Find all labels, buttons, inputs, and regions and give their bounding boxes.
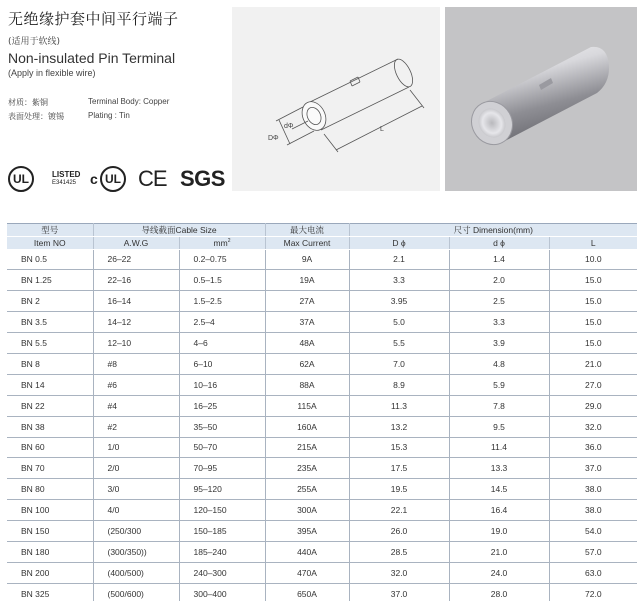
cell-D: 17.5 [349, 458, 449, 479]
cell-item: BN 0.5 [7, 249, 93, 270]
cell-D: 13.2 [349, 416, 449, 437]
table-body [7, 249, 637, 601]
material-cn: 材质：紫铜 [8, 98, 48, 107]
cell-D: 11.3 [349, 395, 449, 416]
cell-item: BN 3.5 [7, 312, 93, 333]
cell-item: BN 2 [7, 291, 93, 312]
cul-c-mark: c [90, 171, 98, 187]
cell-d: 3.9 [449, 333, 549, 354]
cell-awg: 4/0 [93, 500, 179, 521]
product-title-en: Non-insulated Pin Terminal [8, 50, 176, 66]
cell-d: 28.0 [449, 583, 549, 601]
header-item-en: Item NO [7, 237, 93, 250]
header-mm2: $mm^2$ [179, 237, 265, 250]
cell-d: 19.0 [449, 521, 549, 542]
table-row [7, 416, 637, 437]
header-d: d ϕ [449, 237, 549, 250]
cell-item: BN 150 [7, 521, 93, 542]
listed-label: LISTED [52, 170, 81, 179]
surface-cn: 表面处理：镀锡 [8, 112, 64, 121]
cell-L: 10.0 [549, 249, 637, 270]
cell-item: BN 5.5 [7, 333, 93, 354]
specification-table [7, 223, 637, 601]
cell-d: 2.5 [449, 291, 549, 312]
cell-L: 57.0 [549, 541, 637, 562]
certification-logos [8, 166, 228, 192]
cell-mm2: 95–120 [179, 479, 265, 500]
cell-current: 215A [265, 437, 349, 458]
cell-item: BN 80 [7, 479, 93, 500]
cell-D: 26.0 [349, 521, 449, 542]
cell-item: BN 70 [7, 458, 93, 479]
cell-current: 19A [265, 270, 349, 291]
cell-d: 14.5 [449, 479, 549, 500]
cell-L: 27.0 [549, 374, 637, 395]
table-row [7, 353, 637, 374]
cell-awg: (400/500) [93, 562, 179, 583]
header-item-cn: 型号 [7, 224, 93, 237]
cell-awg: #2 [93, 416, 179, 437]
cell-current: 395A [265, 521, 349, 542]
header-current-en: Max Current [265, 237, 349, 250]
cell-current: 235A [265, 458, 349, 479]
cell-awg: (250/300 [93, 521, 179, 542]
cell-mm2: 120–150 [179, 500, 265, 521]
table-row [7, 562, 637, 583]
cell-item: BN 14 [7, 374, 93, 395]
cell-item: BN 1.25 [7, 270, 93, 291]
table-row [7, 541, 637, 562]
cell-d: 9.5 [449, 416, 549, 437]
cell-current: 37A [265, 312, 349, 333]
cell-mm2: 10–16 [179, 374, 265, 395]
cell-D: 5.5 [349, 333, 449, 354]
table-row [7, 500, 637, 521]
cell-item: BN 200 [7, 562, 93, 583]
cell-L: 63.0 [549, 562, 637, 583]
ul-logo: UL [8, 166, 34, 192]
cell-L: 15.0 [549, 312, 637, 333]
cell-L: 15.0 [549, 291, 637, 312]
table-row [7, 437, 637, 458]
table-row [7, 583, 637, 601]
cell-current: 9A [265, 249, 349, 270]
cell-mm2: 300–400 [179, 583, 265, 601]
cell-awg: 1/0 [93, 437, 179, 458]
cell-mm2: 1.5–2.5 [179, 291, 265, 312]
surface-en: Plating : Tin [88, 111, 130, 120]
cell-L: 29.0 [549, 395, 637, 416]
cell-item: BN 22 [7, 395, 93, 416]
cell-mm2: 16–25 [179, 395, 265, 416]
cell-d: 2.0 [449, 270, 549, 291]
cell-current: 62A [265, 353, 349, 374]
cell-D: 7.0 [349, 353, 449, 374]
table-row [7, 479, 637, 500]
header-L: L [549, 237, 637, 250]
cell-D: 19.5 [349, 479, 449, 500]
cell-L: 36.0 [549, 437, 637, 458]
material-en: Terminal Body: Copper [88, 97, 170, 106]
cell-d: 5.9 [449, 374, 549, 395]
cell-current: 160A [265, 416, 349, 437]
cell-mm2: 4–6 [179, 333, 265, 354]
cell-D: 32.0 [349, 562, 449, 583]
cell-d: 16.4 [449, 500, 549, 521]
listed-mark [52, 170, 80, 188]
cell-d: 11.4 [449, 437, 549, 458]
header-dimension: 尺寸 Dimension(mm) [349, 224, 637, 237]
cell-item: BN 180 [7, 541, 93, 562]
cell-L: 21.0 [549, 353, 637, 374]
table-row [7, 291, 637, 312]
cell-current: 440A [265, 541, 349, 562]
cell-awg: 22–16 [93, 270, 179, 291]
cell-item: BN 60 [7, 437, 93, 458]
cell-current: 255A [265, 479, 349, 500]
cell-item: BN 100 [7, 500, 93, 521]
cell-mm2: 50–70 [179, 437, 265, 458]
cell-item: BN 38 [7, 416, 93, 437]
cell-mm2: 185–240 [179, 541, 265, 562]
cell-L: 15.0 [549, 270, 637, 291]
cell-D: 37.0 [349, 583, 449, 601]
cell-mm2: 240–300 [179, 562, 265, 583]
cell-L: 38.0 [549, 479, 637, 500]
cell-awg: 26–22 [93, 249, 179, 270]
cul-logo: UL [100, 166, 126, 192]
cell-D: 28.5 [349, 541, 449, 562]
header-cable-size: 导线截面Cable Size [93, 224, 265, 237]
ce-mark: CE [138, 166, 167, 191]
cell-D: 22.1 [349, 500, 449, 521]
cell-L: 54.0 [549, 521, 637, 542]
header-awg: A.W.G [93, 237, 179, 250]
cell-current: 27A [265, 291, 349, 312]
cell-current: 300A [265, 500, 349, 521]
cell-mm2: 35–50 [179, 416, 265, 437]
file-number: E341425 [52, 180, 77, 186]
cell-current: 88A [265, 374, 349, 395]
terminal-line-drawing [232, 7, 440, 191]
cell-D: 3.3 [349, 270, 449, 291]
table-row [7, 395, 637, 416]
cell-mm2: 0.5–1.5 [179, 270, 265, 291]
cell-awg: 12–10 [93, 333, 179, 354]
table-row [7, 374, 637, 395]
table-row [7, 312, 637, 333]
cell-L: 38.0 [549, 500, 637, 521]
cell-awg: 2/0 [93, 458, 179, 479]
cell-awg: #4 [93, 395, 179, 416]
cell-d: 21.0 [449, 541, 549, 562]
product-title-cn: 无绝缘护套中间平行端子 [8, 10, 179, 28]
cell-D: 5.0 [349, 312, 449, 333]
cell-d: 13.3 [449, 458, 549, 479]
cell-mm2: 0.2–0.75 [179, 249, 265, 270]
table-row [7, 249, 637, 270]
cell-mm2: 70–95 [179, 458, 265, 479]
cell-mm2: 150–185 [179, 521, 265, 542]
cell-d: 7.8 [449, 395, 549, 416]
cell-mm2: 2.5–4 [179, 312, 265, 333]
cell-L: 15.0 [549, 333, 637, 354]
cell-item: BN 8 [7, 353, 93, 374]
cell-awg: 14–12 [93, 312, 179, 333]
header-D: D ϕ [349, 237, 449, 250]
cell-d: 4.8 [449, 353, 549, 374]
cell-awg: (500/600) [93, 583, 179, 601]
product-subtitle-en: (Apply in flexible wire) [8, 68, 96, 78]
label-L: L [380, 126, 384, 133]
product-subtitle-cn: (适用于软线) [8, 37, 61, 47]
cell-D: 15.3 [349, 437, 449, 458]
cell-D: 2.1 [349, 249, 449, 270]
cell-awg: #8 [93, 353, 179, 374]
cell-d: 1.4 [449, 249, 549, 270]
cell-current: 48A [265, 333, 349, 354]
cell-awg: #6 [93, 374, 179, 395]
cell-D: 8.9 [349, 374, 449, 395]
cell-item: BN 325 [7, 583, 93, 601]
cell-awg: 16–14 [93, 291, 179, 312]
sgs-logo: SGS [180, 166, 225, 191]
label-d: dΦ [284, 123, 294, 130]
label-D: DΦ [268, 135, 279, 142]
cell-current: 115A [265, 395, 349, 416]
table-row [7, 270, 637, 291]
cell-d: 24.0 [449, 562, 549, 583]
product-photo [445, 7, 637, 191]
cell-D: 3.95 [349, 291, 449, 312]
cell-current: 650A [265, 583, 349, 601]
cell-awg: 3/0 [93, 479, 179, 500]
table-row [7, 333, 637, 354]
terminal-photo-render [445, 7, 637, 191]
cell-L: 72.0 [549, 583, 637, 601]
cell-awg: (300/350)) [93, 541, 179, 562]
header-current-cn: 最大电流 [265, 224, 349, 237]
cell-L: 32.0 [549, 416, 637, 437]
cell-L: 37.0 [549, 458, 637, 479]
cell-current: 470A [265, 562, 349, 583]
cell-d: 3.3 [449, 312, 549, 333]
table-row [7, 458, 637, 479]
technical-drawing [232, 7, 440, 191]
table-row [7, 521, 637, 542]
cell-mm2: 6–10 [179, 353, 265, 374]
